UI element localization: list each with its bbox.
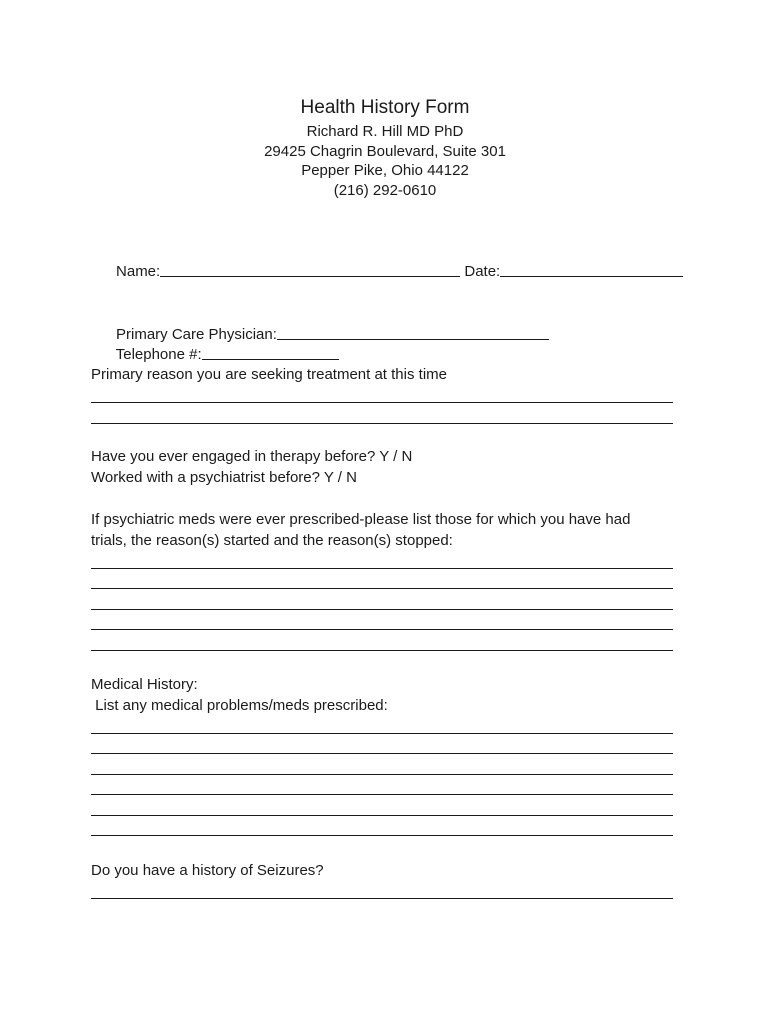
address-line-1: 29425 Chagrin Boulevard, Suite 301 <box>264 142 506 160</box>
medical-history-line[interactable] <box>91 778 673 799</box>
medical-problems-question: List any medical problems/meds prescribed: <box>91 696 388 714</box>
telephone-field[interactable] <box>202 344 339 359</box>
name-date-row <box>91 240 691 280</box>
medical-history-line[interactable] <box>91 819 673 840</box>
psych-meds-line[interactable] <box>91 592 673 613</box>
provider-name: Richard R. Hill MD PhD <box>306 123 464 140</box>
date-label: Date: <box>464 262 501 280</box>
date-field[interactable] <box>500 261 683 276</box>
therapy-question: Have you ever engaged in therapy before? Y / N <box>91 448 413 465</box>
telephone-label: Telephone #: <box>115 346 202 363</box>
medical-history-heading: Medical History: <box>91 676 198 693</box>
medical-history-line[interactable] <box>91 716 673 737</box>
medical-history-line[interactable] <box>91 798 673 819</box>
pcp-label: Primary Care Physician: <box>116 325 277 343</box>
primary-reason-line[interactable] <box>91 406 673 427</box>
psych-meds-line[interactable] <box>91 613 673 634</box>
primary-reason-line[interactable] <box>91 386 673 407</box>
psych-meds-line[interactable] <box>91 551 673 572</box>
name-field[interactable] <box>160 261 460 276</box>
therapy-section <box>91 447 691 488</box>
psych-meds-line[interactable] <box>91 572 673 593</box>
psych-meds-section <box>91 510 691 654</box>
medical-history-section <box>91 675 691 839</box>
psych-meds-question-line-1: If psychiatric meds were ever prescribed-please list those for which you have had <box>91 511 631 528</box>
psych-meds-question-line-2: trials, the reason(s) started and the reason(s) stopped: <box>91 531 453 549</box>
form-title: Health History Form <box>300 97 470 118</box>
seizures-question: Do you have a history of Seizures? <box>91 862 324 879</box>
psychiatrist-question: Worked with a psychiatrist before? Y / N <box>91 468 357 486</box>
pcp-field[interactable] <box>277 324 549 339</box>
seizures-section <box>91 861 691 902</box>
primary-reason-question: Primary reason you are seeking treatment at this time <box>91 366 447 383</box>
address-line-2: Pepper Pike, Ohio 44122 <box>301 162 469 179</box>
physician-section <box>91 303 691 363</box>
form-header <box>0 95 770 200</box>
primary-reason-section <box>91 365 691 427</box>
name-label: Name: <box>116 262 161 280</box>
seizures-line[interactable] <box>91 882 673 903</box>
psych-meds-line[interactable] <box>91 633 673 654</box>
medical-history-line[interactable] <box>91 757 673 778</box>
phone-number: (216) 292-0610 <box>333 181 437 199</box>
medical-history-line[interactable] <box>91 737 673 758</box>
